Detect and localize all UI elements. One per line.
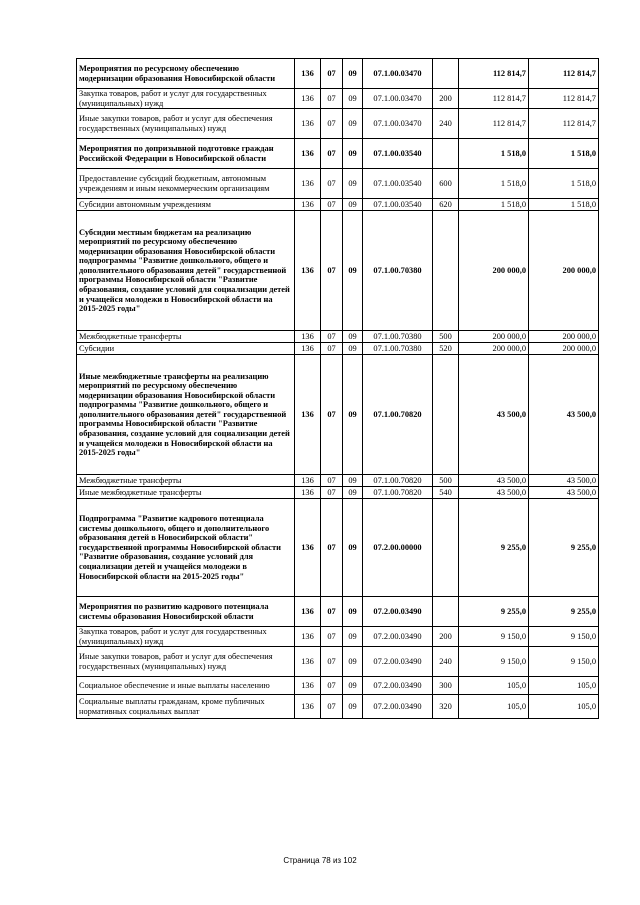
table-row <box>77 109 599 139</box>
grbs-code: 136 <box>295 331 321 343</box>
section-code: 07 <box>321 695 343 719</box>
subsection-code: 09 <box>343 677 363 695</box>
amount-year-2: 112 814,7 <box>529 89 599 109</box>
target-article-code: 07.2.00.03490 <box>363 677 433 695</box>
grbs-code: 136 <box>295 487 321 499</box>
expense-type-code: 200 <box>433 89 459 109</box>
expense-type-code: 520 <box>433 343 459 355</box>
expense-type-code <box>433 499 459 597</box>
expense-type-code <box>433 597 459 627</box>
amount-year-2: 1 518,0 <box>529 169 599 199</box>
section-code: 07 <box>321 647 343 677</box>
row-name: Предоставление субсидий бюджетным, автономным учреждениям и иным некоммерческим организациям <box>77 169 295 199</box>
page-number: Страница 78 из 102 <box>283 856 357 865</box>
row-name: Мероприятия по ресурсному обеспечению модернизации образования Новосибирской области <box>77 59 295 89</box>
expense-type-code: 540 <box>433 487 459 499</box>
amount-year-2: 200 000,0 <box>529 211 599 331</box>
section-code: 07 <box>321 59 343 89</box>
expense-type-code: 500 <box>433 475 459 487</box>
target-article-code: 07.2.00.03490 <box>363 597 433 627</box>
amount-year-2: 200 000,0 <box>529 343 599 355</box>
row-name: Иные межбюджетные трансферты <box>77 487 295 499</box>
grbs-code: 136 <box>295 109 321 139</box>
subsection-code: 09 <box>343 199 363 211</box>
amount-year-1: 105,0 <box>459 677 529 695</box>
target-article-code: 07.1.00.03470 <box>363 109 433 139</box>
expense-type-code: 240 <box>433 109 459 139</box>
expense-type-code: 620 <box>433 199 459 211</box>
grbs-code: 136 <box>295 343 321 355</box>
amount-year-1: 1 518,0 <box>459 199 529 211</box>
subsection-code: 09 <box>343 59 363 89</box>
subsection-code: 09 <box>343 169 363 199</box>
table-row <box>77 695 599 719</box>
section-code: 07 <box>321 89 343 109</box>
section-code: 07 <box>321 109 343 139</box>
subsection-code: 09 <box>343 109 363 139</box>
subsection-code: 09 <box>343 499 363 597</box>
table-row <box>77 499 599 597</box>
amount-year-1: 9 255,0 <box>459 499 529 597</box>
grbs-code: 136 <box>295 355 321 475</box>
table-row <box>77 475 599 487</box>
expense-type-code <box>433 139 459 169</box>
grbs-code: 136 <box>295 139 321 169</box>
table-row <box>77 647 599 677</box>
table-row <box>77 59 599 89</box>
row-name: Иные закупки товаров, работ и услуг для обеспечения государственных (муниципальных) нужд <box>77 109 295 139</box>
target-article-code: 07.1.00.70380 <box>363 211 433 331</box>
section-code: 07 <box>321 487 343 499</box>
amount-year-1: 112 814,7 <box>459 59 529 89</box>
amount-year-2: 9 255,0 <box>529 499 599 597</box>
expense-type-code: 240 <box>433 647 459 677</box>
expense-type-code: 600 <box>433 169 459 199</box>
table-row <box>77 677 599 695</box>
grbs-code: 136 <box>295 59 321 89</box>
subsection-code: 09 <box>343 475 363 487</box>
table-row <box>77 627 599 647</box>
table-row <box>77 169 599 199</box>
target-article-code: 07.2.00.03490 <box>363 627 433 647</box>
section-code: 07 <box>321 627 343 647</box>
row-name: Социальные выплаты гражданам, кроме публичных нормативных социальных выплат <box>77 695 295 719</box>
amount-year-2: 1 518,0 <box>529 139 599 169</box>
subsection-code: 09 <box>343 647 363 677</box>
target-article-code: 07.1.00.03470 <box>363 89 433 109</box>
amount-year-1: 1 518,0 <box>459 169 529 199</box>
section-code: 07 <box>321 331 343 343</box>
grbs-code: 136 <box>295 597 321 627</box>
amount-year-1: 200 000,0 <box>459 211 529 331</box>
amount-year-1: 43 500,0 <box>459 487 529 499</box>
target-article-code: 07.2.00.00000 <box>363 499 433 597</box>
section-code: 07 <box>321 199 343 211</box>
target-article-code: 07.1.00.03540 <box>363 139 433 169</box>
grbs-code: 136 <box>295 199 321 211</box>
amount-year-1: 200 000,0 <box>459 343 529 355</box>
section-code: 07 <box>321 597 343 627</box>
target-article-code: 07.1.00.70820 <box>363 355 433 475</box>
table-row <box>77 199 599 211</box>
subsection-code: 09 <box>343 139 363 169</box>
amount-year-2: 9 255,0 <box>529 597 599 627</box>
amount-year-2: 43 500,0 <box>529 487 599 499</box>
amount-year-2: 43 500,0 <box>529 475 599 487</box>
row-name: Межбюджетные трансферты <box>77 331 295 343</box>
amount-year-1: 9 255,0 <box>459 597 529 627</box>
target-article-code: 07.1.00.03470 <box>363 59 433 89</box>
row-name: Подпрограмма "Развитие кадрового потенциала системы дошкольного, общего и дополнительного образования детей в Новосибирской области" государственной программы Новосибирской области "Развитие образования, создание условий для социализации детей и учащейся молодежи в Новосибирской области на 2015-2025 годы" <box>77 499 295 597</box>
amount-year-1: 9 150,0 <box>459 627 529 647</box>
target-article-code: 07.2.00.03490 <box>363 647 433 677</box>
row-name: Субсидии автономным учреждениям <box>77 199 295 211</box>
grbs-code: 136 <box>295 169 321 199</box>
target-article-code: 07.1.00.03540 <box>363 199 433 211</box>
target-article-code: 07.1.00.70380 <box>363 331 433 343</box>
target-article-code: 07.1.00.70820 <box>363 475 433 487</box>
budget-table <box>76 58 599 719</box>
amount-year-2: 9 150,0 <box>529 627 599 647</box>
subsection-code: 09 <box>343 487 363 499</box>
target-article-code: 07.1.00.70820 <box>363 487 433 499</box>
amount-year-2: 105,0 <box>529 677 599 695</box>
target-article-code: 07.2.00.03490 <box>363 695 433 719</box>
row-name: Межбюджетные трансферты <box>77 475 295 487</box>
section-code: 07 <box>321 475 343 487</box>
amount-year-2: 112 814,7 <box>529 59 599 89</box>
section-code: 07 <box>321 499 343 597</box>
subsection-code: 09 <box>343 89 363 109</box>
amount-year-1: 43 500,0 <box>459 355 529 475</box>
target-article-code: 07.1.00.70380 <box>363 343 433 355</box>
amount-year-1: 200 000,0 <box>459 331 529 343</box>
table-row <box>77 331 599 343</box>
grbs-code: 136 <box>295 677 321 695</box>
expense-type-code <box>433 211 459 331</box>
section-code: 07 <box>321 343 343 355</box>
expense-type-code: 500 <box>433 331 459 343</box>
amount-year-1: 1 518,0 <box>459 139 529 169</box>
subsection-code: 09 <box>343 331 363 343</box>
table-row <box>77 597 599 627</box>
grbs-code: 136 <box>295 475 321 487</box>
subsection-code: 09 <box>343 627 363 647</box>
row-name: Иные закупки товаров, работ и услуг для обеспечения государственных (муниципальных) нужд <box>77 647 295 677</box>
subsection-code: 09 <box>343 211 363 331</box>
amount-year-1: 112 814,7 <box>459 89 529 109</box>
expense-type-code <box>433 59 459 89</box>
amount-year-1: 9 150,0 <box>459 647 529 677</box>
subsection-code: 09 <box>343 695 363 719</box>
table-row <box>77 343 599 355</box>
table-row <box>77 89 599 109</box>
row-name: Субсидии <box>77 343 295 355</box>
amount-year-2: 112 814,7 <box>529 109 599 139</box>
amount-year-2: 1 518,0 <box>529 199 599 211</box>
amount-year-1: 43 500,0 <box>459 475 529 487</box>
grbs-code: 136 <box>295 89 321 109</box>
section-code: 07 <box>321 677 343 695</box>
grbs-code: 136 <box>295 627 321 647</box>
table-row <box>77 487 599 499</box>
row-name: Иные межбюджетные трансферты на реализацию мероприятий по ресурсному обеспечению модернизации образования Новосибирской области подпрограммы "Развитие дошкольного, общего и дополнительного образования детей" государственной программы Новосибирской области "Развитие образования, создание условий для социализации детей и учащейся молодежи в Новосибирской области на 2015-2025 годы" <box>77 355 295 475</box>
table-row <box>77 355 599 475</box>
expense-type-code: 320 <box>433 695 459 719</box>
row-name: Субсидии местным бюджетам на реализацию мероприятий по ресурсному обеспечению модернизации образования Новосибирской области подпрограммы "Развитие дошкольного, общего и дополнительного образования детей" государственной программы Новосибирской области "Развитие образования, создание условий для социализации детей и учащейся молодежи в Новосибирской области на 2015-2025 годы" <box>77 211 295 331</box>
amount-year-1: 105,0 <box>459 695 529 719</box>
row-name: Закупка товаров, работ и услуг для государственных (муниципальных) нужд <box>77 89 295 109</box>
table-row <box>77 139 599 169</box>
amount-year-2: 9 150,0 <box>529 647 599 677</box>
table-body <box>77 59 599 719</box>
grbs-code: 136 <box>295 499 321 597</box>
section-code: 07 <box>321 139 343 169</box>
section-code: 07 <box>321 169 343 199</box>
expense-type-code <box>433 355 459 475</box>
target-article-code: 07.1.00.03540 <box>363 169 433 199</box>
amount-year-2: 43 500,0 <box>529 355 599 475</box>
row-name: Социальное обеспечение и иные выплаты населению <box>77 677 295 695</box>
section-code: 07 <box>321 355 343 475</box>
grbs-code: 136 <box>295 695 321 719</box>
row-name: Закупка товаров, работ и услуг для государственных (муниципальных) нужд <box>77 627 295 647</box>
subsection-code: 09 <box>343 597 363 627</box>
subsection-code: 09 <box>343 343 363 355</box>
row-name: Мероприятия по развитию кадрового потенциала системы образования Новосибирской области <box>77 597 295 627</box>
expense-type-code: 200 <box>433 627 459 647</box>
subsection-code: 09 <box>343 355 363 475</box>
amount-year-2: 105,0 <box>529 695 599 719</box>
amount-year-2: 200 000,0 <box>529 331 599 343</box>
row-name: Мероприятия по допризывной подготовке граждан Российской Федерации в Новосибирской области <box>77 139 295 169</box>
grbs-code: 136 <box>295 211 321 331</box>
grbs-code: 136 <box>295 647 321 677</box>
amount-year-1: 112 814,7 <box>459 109 529 139</box>
expense-type-code: 300 <box>433 677 459 695</box>
section-code: 07 <box>321 211 343 331</box>
table-row <box>77 211 599 331</box>
